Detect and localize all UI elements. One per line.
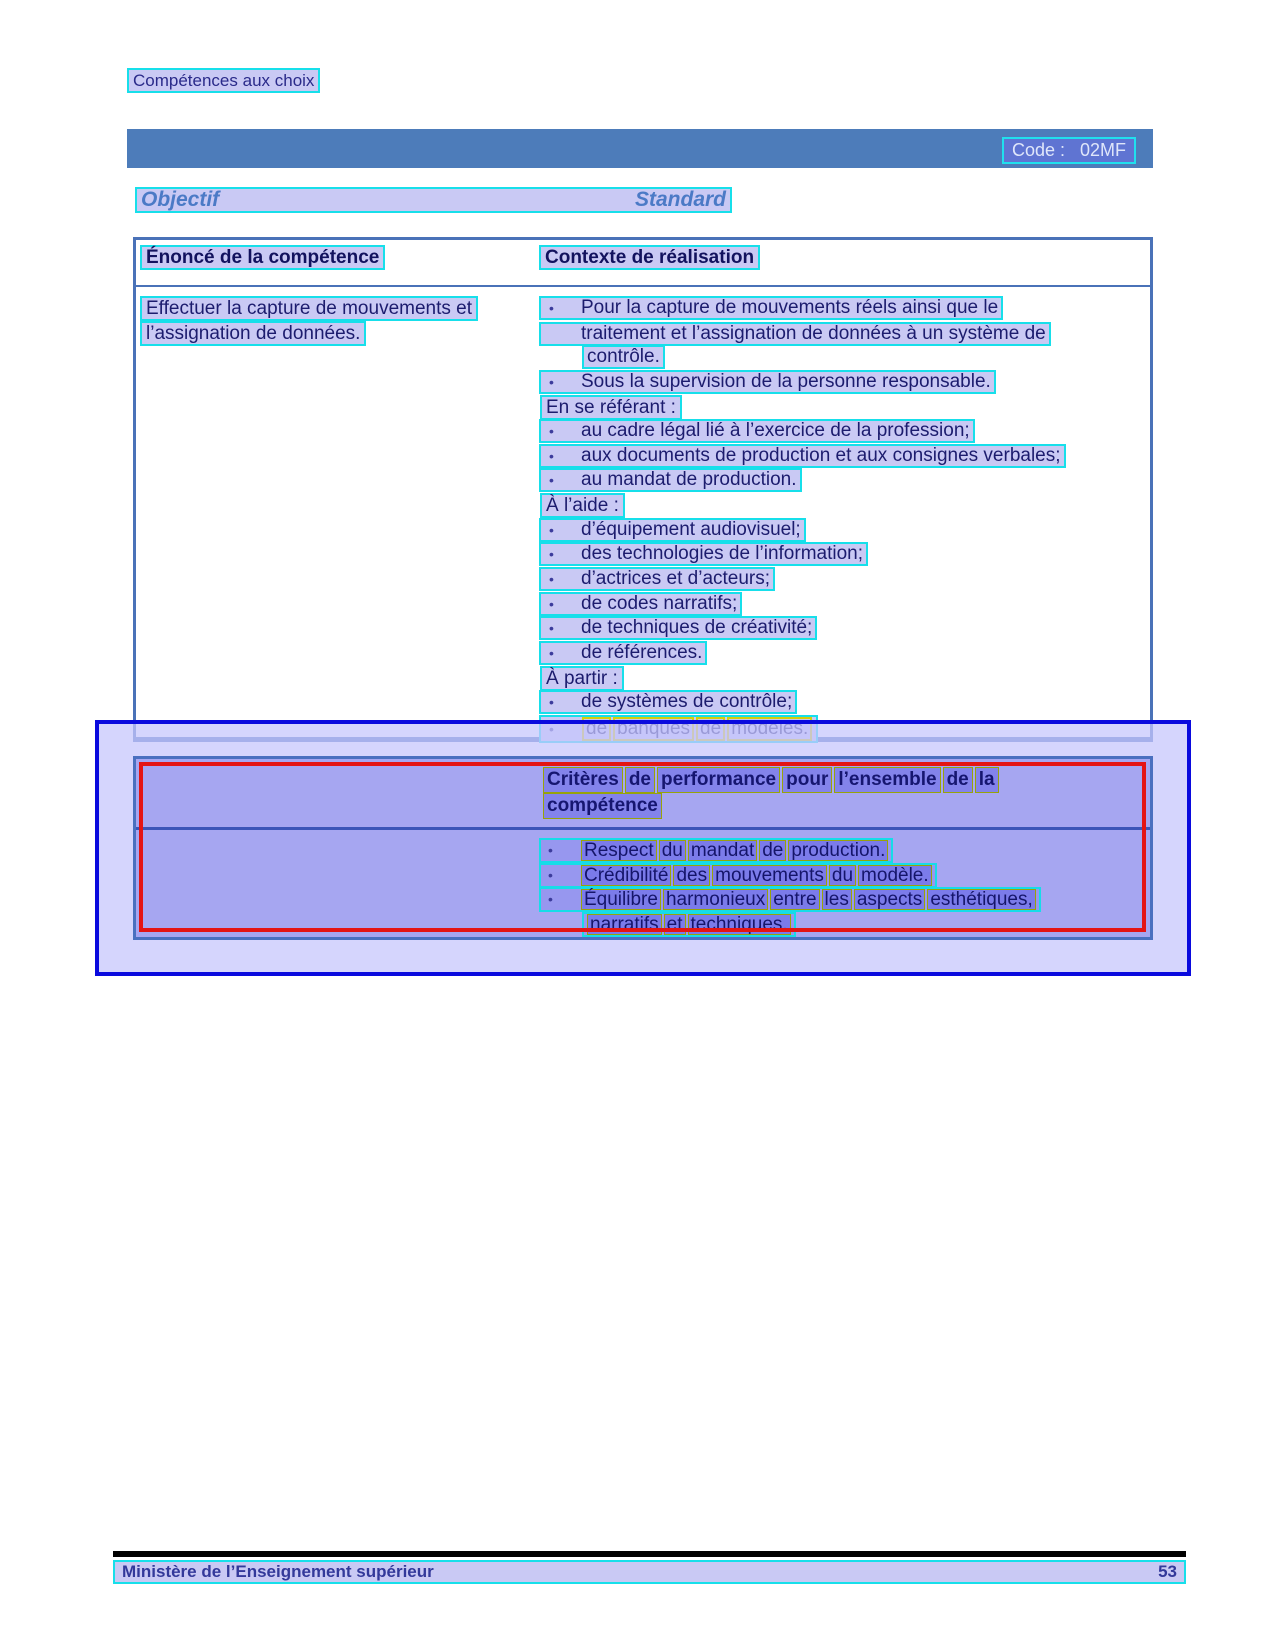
context-line: • de techniques de créativité; — [539, 616, 1150, 641]
context-line: • d’équipement audiovisuel; — [539, 518, 1150, 543]
bullet-icon: • — [549, 694, 554, 711]
context-line: À l’aide : — [540, 493, 1150, 518]
footer-page-number: 53 — [1158, 1562, 1177, 1581]
context-line: • Sous la supervision de la personne responsable. — [539, 370, 1150, 395]
bullet-icon: • — [549, 595, 554, 612]
context-line: • aux documents de production et aux consignes verbales; — [539, 444, 1150, 469]
criteria-item: • Équilibre harmonieux entre les aspects esthétiques, — [539, 887, 1041, 912]
bullet-icon: • — [549, 447, 554, 464]
running-head — [127, 68, 320, 93]
bullet-icon: • — [549, 521, 554, 538]
context-line: • au mandat de production. — [539, 468, 1150, 493]
bullet-icon: • — [548, 891, 553, 908]
context-line: • Pour la capture de mouvements réels ainsi que le — [539, 296, 1150, 321]
footer-bar — [113, 1560, 1186, 1584]
bullet-icon: • — [549, 546, 554, 563]
context-line: • de références. — [539, 641, 1150, 666]
footer-ministry: Ministère de l’Enseignement supérieur — [122, 1562, 434, 1581]
objectif-label: Objectif — [141, 188, 220, 211]
context-line: • des technologies de l’information; — [539, 542, 1150, 567]
bullet-icon: • — [549, 644, 554, 661]
statement-line: l’assignation de données. — [140, 321, 539, 346]
context-line: contrôle. — [582, 345, 1150, 370]
code-badge: Code : 02MF — [1002, 137, 1136, 164]
footer-rule — [113, 1551, 1186, 1557]
criteria-item: • Crédibilité des mouvements du modèle. — [539, 863, 1041, 888]
col-header-contexte-cell — [539, 245, 760, 270]
context-line: traitement et l’assignation de données à un système de — [539, 321, 1150, 346]
bullet-icon: • — [548, 866, 553, 883]
criteria-heading: Critères de performance pour l’ensemble de la compétence — [543, 767, 1083, 818]
context-line: • au cadre légal lié à l’exercice de la profession; — [539, 419, 1150, 444]
objectif-standard-row — [135, 187, 732, 213]
bullet-icon: • — [549, 373, 554, 390]
table-body — [136, 287, 1150, 740]
context-line: À partir : — [540, 666, 1150, 691]
title-bar — [127, 129, 1153, 168]
bullet-icon: • — [549, 472, 554, 489]
col-header-enonce-cell — [136, 245, 539, 270]
statement-cell — [136, 296, 539, 740]
bullet-icon: • — [549, 620, 554, 637]
bullet-icon: • — [548, 842, 553, 858]
col-header-contexte: Contexte de réalisation — [539, 245, 760, 270]
context-list — [539, 296, 1150, 740]
criteria-item: • Respect du mandat de production. — [539, 838, 1041, 863]
running-head-text: Compétences aux choix — [127, 68, 320, 93]
bullet-icon: • — [549, 423, 554, 440]
criteria-item-continuation: narratifs et techniques. — [582, 912, 1041, 937]
statement-line: Effectuer la capture de mouvements et — [140, 296, 539, 321]
col-header-enonce: Énoncé de la compétence — [140, 245, 385, 270]
context-line: • de systèmes de contrôle; — [539, 690, 1150, 715]
context-line: • d’actrices et d’acteurs; — [539, 567, 1150, 592]
bullet-icon: • — [549, 300, 554, 316]
table-header-row — [136, 240, 1150, 287]
competency-table — [133, 237, 1153, 742]
standard-label: Standard — [634, 188, 726, 211]
red-annotation-box — [139, 762, 1146, 932]
context-line: En se référant : — [540, 395, 1150, 420]
context-line: • de codes narratifs; — [539, 592, 1150, 617]
bullet-icon: • — [549, 571, 554, 588]
